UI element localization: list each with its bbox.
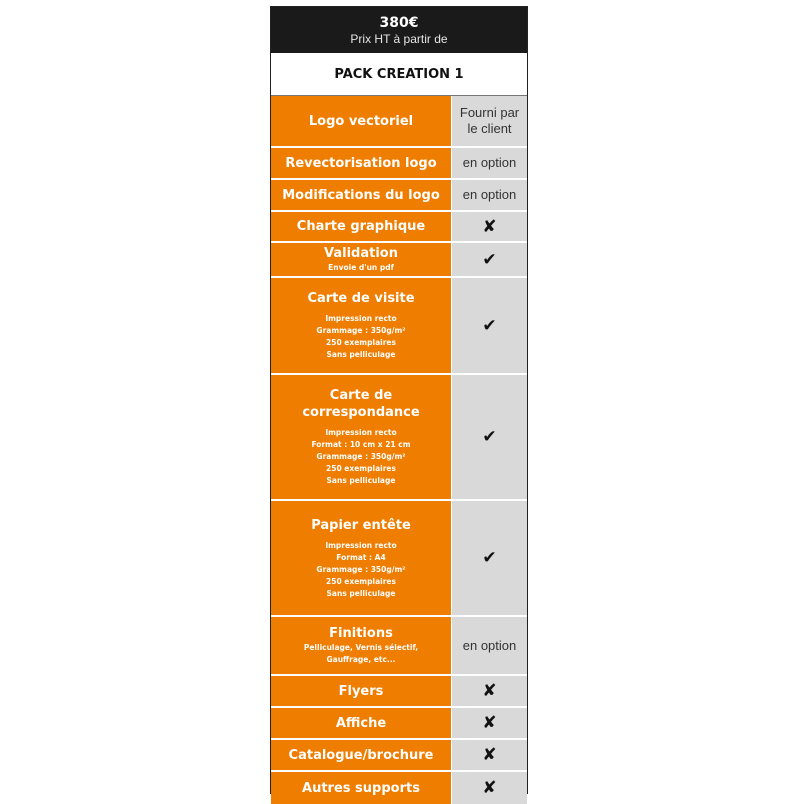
value-cell — [452, 708, 527, 738]
feature-value: en option — [462, 187, 517, 202]
value-cell — [452, 243, 527, 276]
feature-row — [271, 96, 527, 148]
value-cell — [452, 96, 527, 146]
feature-title: Carte de correspondance — [302, 388, 420, 420]
feature-detail-line: 250 exemplaires — [326, 576, 396, 586]
feature-row — [271, 617, 527, 676]
feature-title: Charte graphique — [296, 219, 426, 234]
feature-details — [316, 540, 405, 600]
feature-detail-line: Impression recto — [325, 314, 397, 323]
feature-cell — [271, 676, 452, 706]
feature-title: Autres supports — [302, 780, 420, 796]
value-cell — [452, 740, 527, 770]
feature-rows — [271, 96, 527, 804]
feature-detail-line: Envoie d'un pdf — [328, 263, 394, 272]
feature-value: en option — [462, 637, 517, 653]
feature-row — [271, 243, 527, 278]
feature-title: Affiche — [335, 715, 387, 731]
feature-title: Papier entête — [311, 517, 411, 533]
price-subtitle: Prix HT à partir de — [350, 31, 448, 46]
feature-row — [271, 278, 527, 375]
feature-row — [271, 676, 527, 708]
cross-icon: ✘ — [482, 745, 497, 765]
feature-value: en option — [462, 155, 517, 170]
feature-detail-line: Impression recto — [325, 540, 397, 550]
check-icon: ✔ — [482, 427, 497, 447]
feature-detail-line: Grammage : 350g/m² — [316, 326, 406, 335]
value-cell — [452, 375, 527, 499]
feature-detail-line: Grammage : 350g/m² — [316, 564, 406, 574]
feature-title: Flyers — [338, 683, 384, 699]
feature-cell — [271, 243, 452, 276]
feature-details — [328, 262, 394, 274]
value-cell — [452, 180, 527, 210]
feature-title: Carte de visite — [307, 291, 415, 306]
feature-cell — [271, 212, 452, 241]
feature-detail-line: Sans pelliculage — [326, 350, 396, 359]
feature-cell — [271, 617, 452, 674]
feature-cell — [271, 708, 452, 738]
cross-icon: ✘ — [482, 778, 497, 798]
price: 380€ — [379, 14, 419, 31]
feature-cell — [271, 180, 452, 210]
feature-title: Logo vectoriel — [308, 113, 414, 129]
feature-detail-line: 250 exemplaires — [326, 338, 396, 347]
feature-cell — [271, 148, 452, 178]
feature-value: Fourni par le client — [459, 105, 520, 136]
feature-row — [271, 375, 527, 501]
feature-cell — [271, 772, 452, 804]
feature-details — [311, 427, 410, 487]
feature-detail-line: Format : 10 cm x 21 cm — [311, 440, 411, 449]
cross-icon: ✘ — [482, 713, 497, 733]
feature-row — [271, 501, 527, 617]
feature-detail-line: Format : A4 — [336, 552, 386, 562]
check-icon: ✔ — [482, 315, 497, 336]
feature-details — [304, 642, 418, 666]
feature-cell — [271, 375, 452, 499]
feature-detail-line: Gauffrage, etc... — [326, 655, 396, 664]
feature-cell — [271, 278, 452, 373]
value-cell — [452, 148, 527, 178]
feature-row — [271, 772, 527, 804]
feature-row — [271, 180, 527, 212]
value-cell — [452, 212, 527, 241]
feature-title: Catalogue/brochure — [288, 747, 434, 763]
value-cell — [452, 676, 527, 706]
feature-title: Revectorisation logo — [285, 155, 437, 171]
check-icon: ✔ — [482, 249, 497, 270]
feature-row — [271, 708, 527, 740]
check-icon: ✔ — [482, 548, 497, 568]
feature-details — [316, 313, 405, 361]
cross-icon: ✘ — [482, 216, 497, 237]
feature-row — [271, 148, 527, 180]
value-cell — [452, 772, 527, 804]
feature-cell — [271, 740, 452, 770]
feature-detail-line: Pelliculage, Vernis sélectif, — [303, 643, 419, 652]
feature-title: Finitions — [329, 626, 393, 641]
feature-detail-line: Sans pelliculage — [326, 588, 396, 598]
feature-detail-line: Sans pelliculage — [326, 476, 396, 485]
feature-detail-line: 250 exemplaires — [326, 464, 396, 473]
feature-title: Modifications du logo — [282, 187, 440, 203]
pack-title: PACK CREATION 1 — [271, 53, 527, 96]
pricing-table — [270, 6, 528, 798]
feature-cell — [271, 501, 452, 615]
feature-detail-line: Impression recto — [325, 428, 397, 437]
value-cell — [452, 617, 527, 674]
value-cell — [452, 501, 527, 615]
feature-detail-line: Grammage : 350g/m² — [316, 452, 406, 461]
feature-row — [271, 212, 527, 243]
cross-icon: ✘ — [482, 681, 497, 701]
feature-cell — [271, 96, 452, 146]
feature-row — [271, 740, 527, 772]
feature-title: Validation — [324, 246, 398, 261]
value-cell — [452, 278, 527, 373]
price-header — [271, 7, 527, 53]
